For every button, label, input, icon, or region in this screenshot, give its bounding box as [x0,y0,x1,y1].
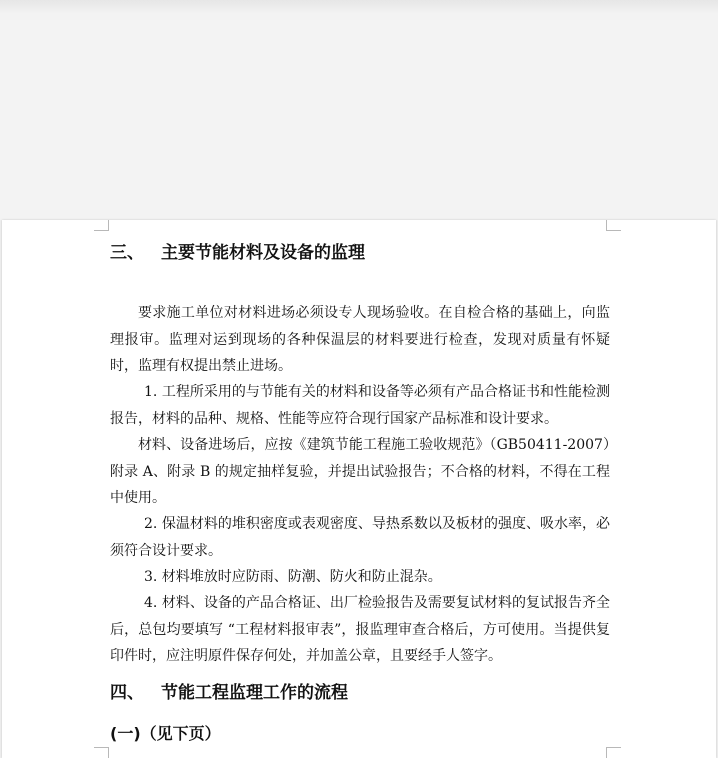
paragraph-material-entry: 材料、设备进场后，应按《建筑节能工程施工验收规范》（GB50411-2007）附录 A、附录 B 的规定抽样复验，并提出试验报告；不合格的材料，不得在工程中使用。 [110,437,610,506]
paragraph-item-2: 2. 保温材料的堆积密度或表观密度、导热系数以及板材的强度、吸水率，必须符合设计要求。 [110,516,610,559]
paragraph-item-4: 4. 材料、设备的产品合格证、出厂检验报告及需要复试材料的复试报告齐全后，总包均要填写 “工程材料报审表”，报监理审查合格后，方可使用。当提供复印件时，应注明原件保存何处，并加盖公章，且要经手人签字。 [110,595,610,664]
section-4-number: 四、 [110,683,144,703]
section-3-title: 主要节能材料及设备的监理 [161,243,365,263]
viewer-background [0,0,718,220]
paragraph-intro: 要求施工单位对材料进场必须设专人现场验收。在自检合格的基础上，向监理报审。监理对运到现场的各种保温层的材料要进行检查，发现对质量有怀疑时，监理有权提出禁止进场。 [110,305,610,374]
crop-mark-bottom-right [606,747,621,758]
paragraph-item-3: 3. 材料堆放时应防雨、防潮、防火和防止混杂。 [144,569,442,585]
document-page [2,220,716,758]
crop-mark-top-left [94,220,109,231]
crop-mark-top-right [606,220,621,231]
section-4-heading [110,678,348,703]
section-3-heading [110,238,365,263]
crop-mark-bottom-left [94,747,109,758]
subsection-heading: (一)（见下页） [110,724,221,743]
paragraph-item-1: 1. 工程所采用的与节能有关的材料和设备等必须有产品合格证书和性能检测报告，材料的品种、规格、性能等应符合现行国家产品标准和设计要求。 [110,384,610,427]
section-3-number: 三、 [110,243,144,263]
section-4-title: 节能工程监理工作的流程 [161,683,348,703]
